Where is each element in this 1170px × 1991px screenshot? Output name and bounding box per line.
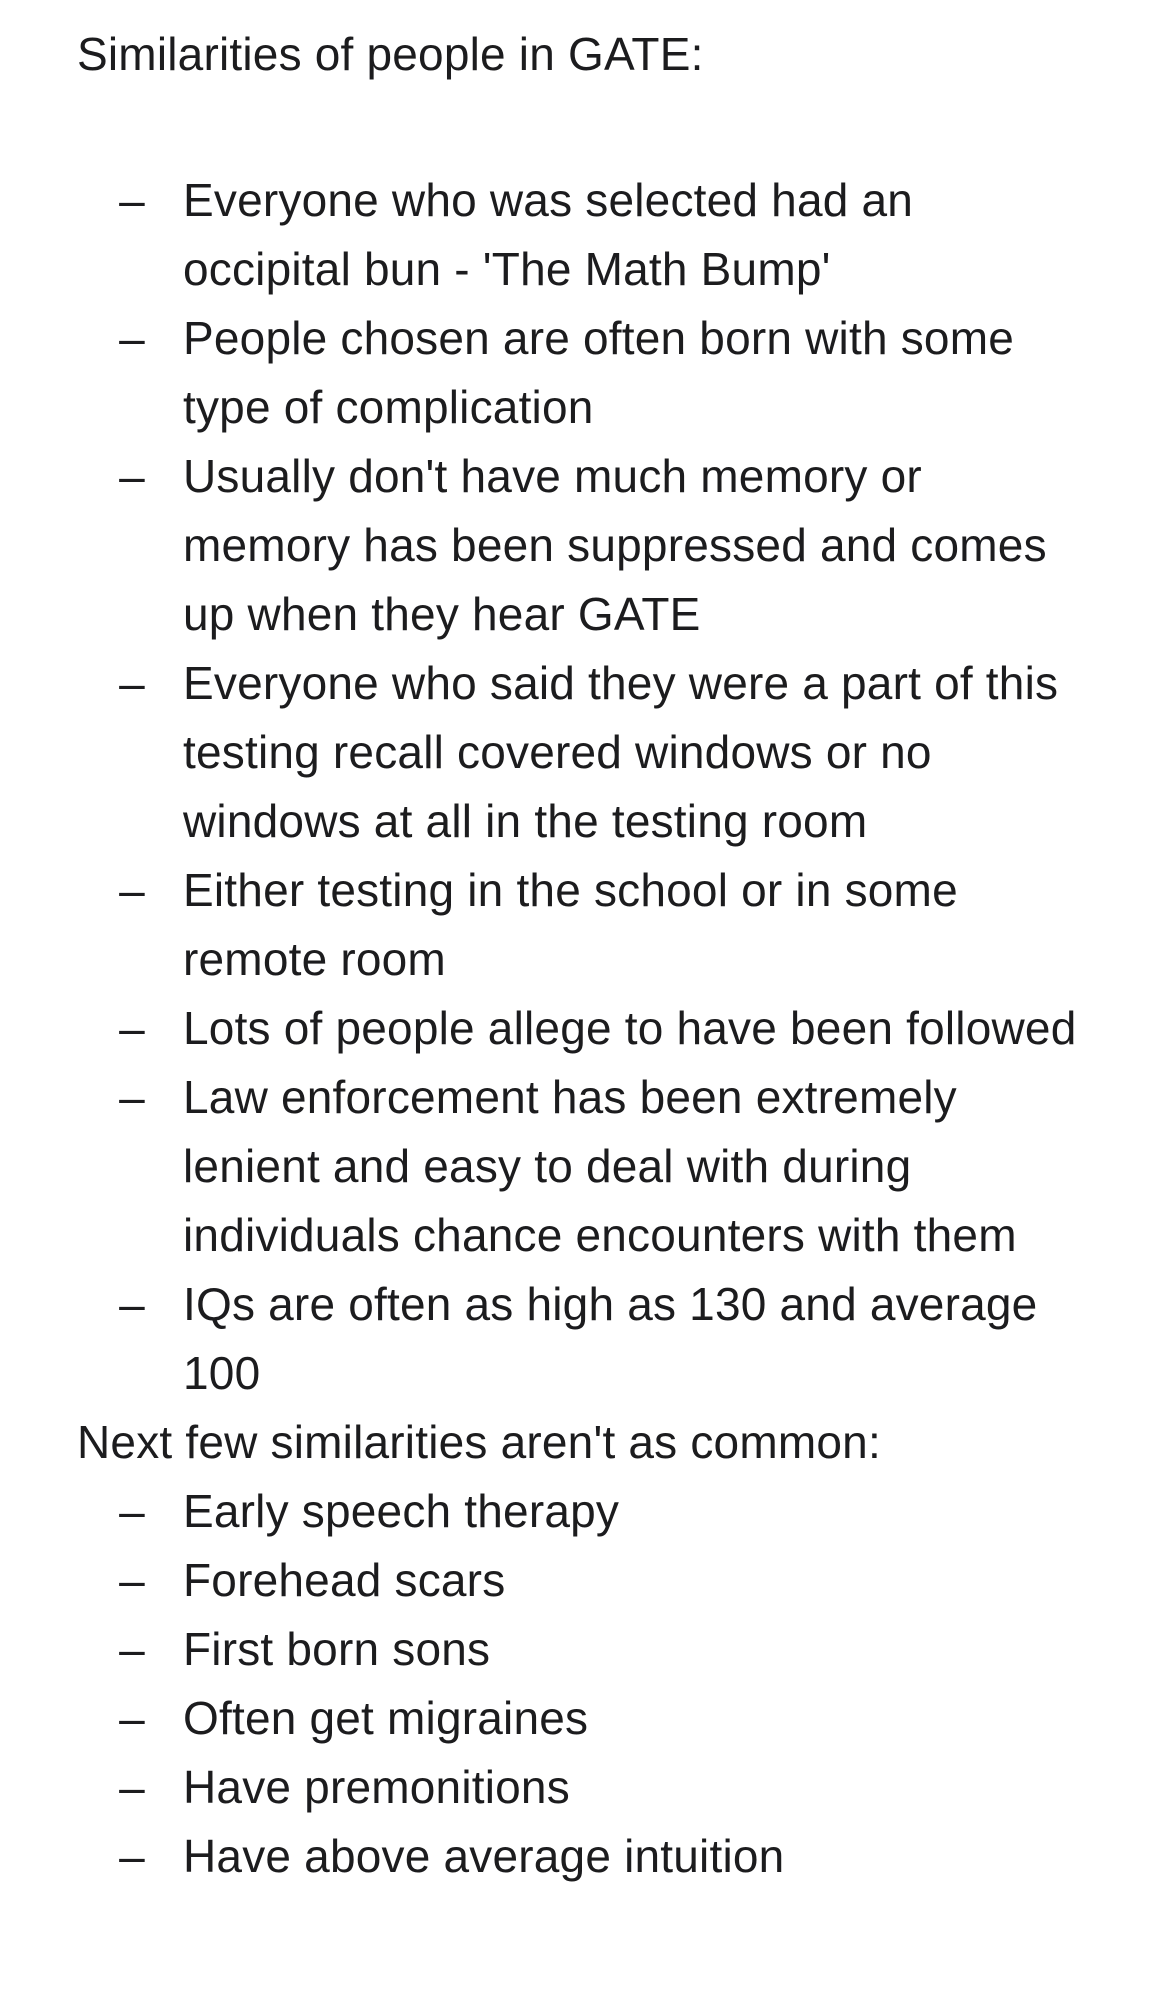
list-item [77,304,1092,442]
list-item-text: Lots of people allege to have been followed [183,1002,1077,1054]
dash-bullet: – [119,1623,145,1675]
list-item [77,1270,1092,1408]
list-item [77,994,1092,1063]
dash-bullet: – [119,1278,145,1330]
list-item-text: First born sons [183,1623,491,1675]
dash-bullet: – [119,864,145,916]
list-item-text: People chosen are often born with some type of complication [183,312,1014,433]
dash-bullet: – [119,1830,145,1882]
dash-bullet: – [119,450,145,502]
list-item-text: Have above average intuition [183,1830,785,1882]
dash-bullet: – [119,1485,145,1537]
dash-bullet: – [119,312,145,364]
list-item-text: Usually don't have much memory or memory has been suppressed and comes up when they hear GATE [183,450,1047,640]
dash-bullet: – [119,1692,145,1744]
list-item-text: Have premonitions [183,1761,570,1813]
list-item [77,166,1092,304]
list-item [77,1477,1092,1546]
note-heading: Similarities of people in GATE: [77,28,704,80]
blank-line [77,89,1170,158]
list-item-text: IQs are often as high as 130 and average 100 [183,1278,1038,1399]
list-item-text: Early speech therapy [183,1485,620,1537]
list-item-text: Everyone who was selected had an occipital bun - 'The Math Bump' [183,174,914,295]
less-common-list [77,1477,1170,1891]
list-item [77,1546,1092,1615]
dash-bullet: – [119,174,145,226]
list-item [77,1684,1092,1753]
list-item [77,856,1092,994]
list-item-text: Either testing in the school or in some remote room [183,864,958,985]
dash-bullet: – [119,1554,145,1606]
dash-bullet: – [119,1002,145,1054]
list-item [77,442,1092,649]
list-item-text: Everyone who said they were a part of this testing recall covered windows or no windows at all in the testing room [183,657,1059,847]
note-subheading: Next few similarities aren't as common: [77,1416,881,1468]
dash-bullet: – [119,1071,145,1123]
list-item [77,649,1092,856]
list-item-text: Forehead scars [183,1554,506,1606]
list-item [77,1753,1092,1822]
similarities-list [77,166,1170,1408]
list-item [77,1615,1092,1684]
list-item-text: Law enforcement has been extremely lenient and easy to deal with during individuals chance encounters with them [183,1071,1017,1261]
list-item [77,1822,1092,1891]
dash-bullet: – [119,1761,145,1813]
list-item [77,1063,1092,1270]
list-item-text: Often get migraines [183,1692,589,1744]
dash-bullet: – [119,657,145,709]
